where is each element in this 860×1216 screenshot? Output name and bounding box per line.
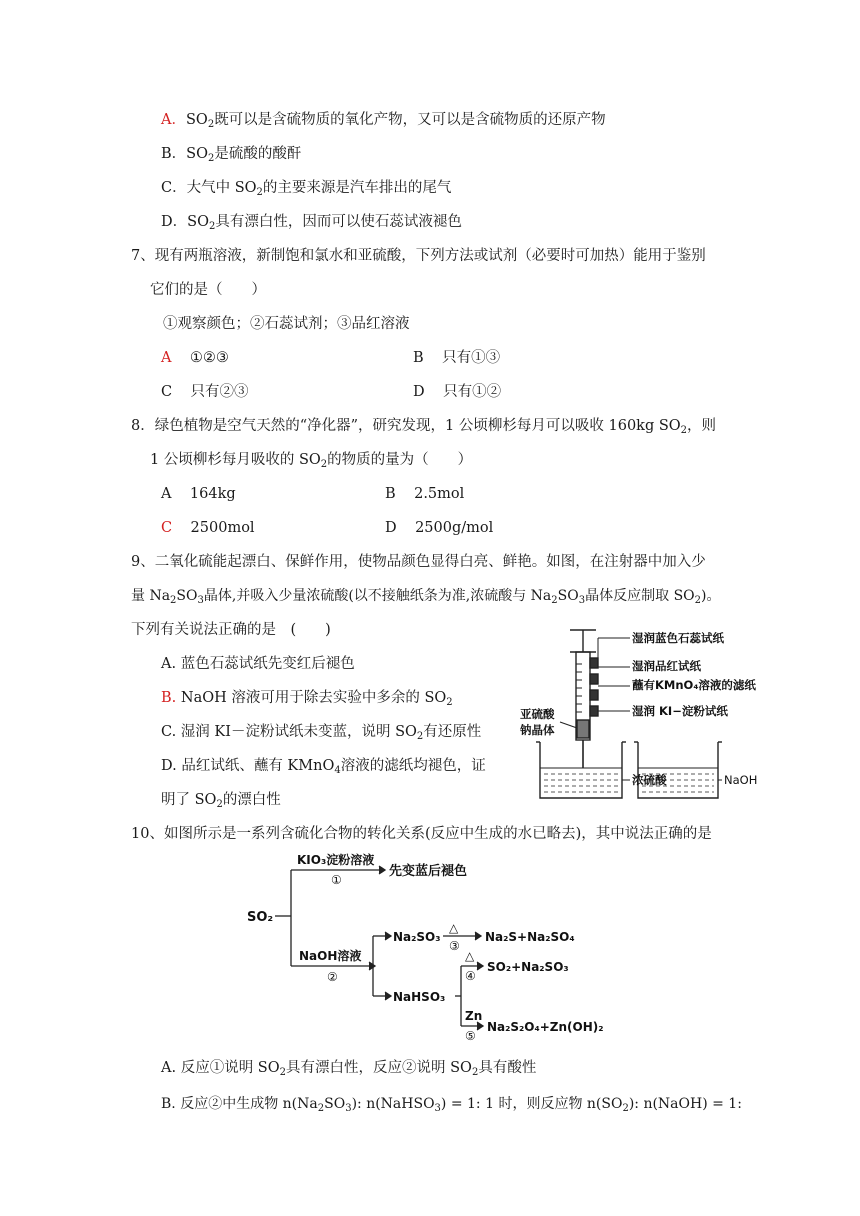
reagent-zn: Zn — [465, 1009, 483, 1023]
reaction-num-1: ① — [331, 873, 342, 887]
q6-option-a-letter: A． — [161, 112, 186, 128]
label-crystal-1: 亚硫酸 — [520, 707, 555, 721]
q7-option-c: C 只有②③ — [161, 384, 249, 400]
q8-option-c: C 2500mol — [161, 520, 255, 536]
q7-stem-line2: 它们的是（ ） — [150, 282, 266, 298]
q7-options-list: ①观察颜色；②石蕊试剂；③品红溶液 — [163, 316, 410, 332]
q9-option-b: B. NaOH 溶液可用于除去实验中多余的 $SO_2$ — [161, 690, 453, 708]
q8-option-a: A 164kg — [161, 486, 236, 502]
beaker-left — [540, 742, 622, 798]
q8-stem-line2: 1 公顷柳杉每月吸收的 $SO_2$的物质的量为（ ） — [150, 452, 473, 470]
q7-option-b: B 只有①③ — [413, 350, 501, 366]
reaction-num-2: ② — [327, 970, 338, 984]
q7-option-d: D 只有①② — [413, 384, 502, 400]
reaction-num-4: ④ — [465, 969, 476, 983]
q9-stem-line2: 量 $Na_2SO_3$晶体,并吸入少量浓硫酸(以不接触纸条为准,浓硫酸与 $Na_2SO_3$晶体反应制取 $SO_2$)。 — [131, 588, 721, 606]
q6-option-c: C．大气中 $SO_2$的主要来源是汽车排出的尾气 — [161, 180, 452, 198]
label-litmus: 湿润蓝色石蕊试纸 — [632, 631, 724, 645]
label-naoh: NaOH — [724, 773, 758, 787]
q10-option-a: A. 反应①说明 $SO_2$具有漂白性，反应②说明 $SO_2$具有酸性 — [161, 1060, 537, 1078]
product-3: Na₂S+Na₂SO₄ — [485, 930, 575, 944]
q9-stem-line1: 9、二氧化硫能起漂白、保鲜作用，使物品颜色显得白亮、鲜艳。如图，在注射器中加入少 — [131, 554, 706, 570]
q6-option-a: A．$SO_2$既可以是含硫物质的氧化产物，又可以是含硫物质的还原产物 — [161, 112, 606, 130]
node-nahso3: NaHSO₃ — [393, 990, 446, 1004]
label-crystal-2: 钠晶体 — [520, 723, 555, 737]
product-4: SO₂+Na₂SO₃ — [487, 960, 569, 974]
label-kmno4: 蘸有KMnO₄溶液的滤纸 — [632, 678, 756, 692]
reaction-num-5: ⑤ — [465, 1029, 476, 1043]
q9-option-d: D. 品红试纸、蘸有 KMnO$_4$溶液的滤纸均褪色，证 — [161, 758, 486, 776]
q7-option-a: A ①②③ — [161, 350, 229, 366]
strip-kmno4 — [590, 690, 598, 700]
q9-option-c: C. 湿润 KI－淀粉试纸未变蓝，说明 $SO_2$有还原性 — [161, 724, 482, 742]
beaker-right — [638, 742, 718, 798]
result-1: 先变蓝后褪色 — [389, 864, 468, 879]
q6-option-b: B．$SO_2$是硫酸的酸酐 — [161, 146, 302, 164]
q10-conversion-diagram — [243, 848, 623, 1044]
reaction-num-3: ③ — [449, 939, 460, 953]
q8-option-d: D 2500g/mol — [385, 520, 494, 536]
q9-option-d-continued: 明了 $SO_2$的漂白性 — [161, 792, 281, 810]
crystal-in-syringe — [577, 720, 589, 738]
strip-magenta — [590, 674, 598, 684]
reagent-naoh: NaOH溶液 — [299, 949, 362, 963]
q10-option-b: B. 反应②中生成物 $n(Na_2SO_3)$: n(NaHSO$_3$) = 1: 1 时，则反应物 $n(SO_2)$: n(NaOH) = 1: — [161, 1096, 742, 1114]
reagent-kio3: KIO₃淀粉溶液 — [297, 853, 375, 867]
q9-option-a: A. 蓝色石蕊试纸先变红后褪色 — [161, 656, 355, 672]
heat-symbol-3: △ — [449, 921, 459, 935]
label-magenta: 湿润品红试纸 — [632, 659, 701, 673]
heat-symbol-4: △ — [465, 949, 475, 963]
strip-litmus — [590, 658, 598, 668]
q7-stem-line1: 7、现有两瓶溶液，新制饱和氯水和亚硫酸，下列方法或试剂（必要时可加热）能用于鉴别 — [131, 248, 706, 264]
strip-ki-starch — [590, 706, 598, 716]
q9-apparatus-figure — [510, 622, 772, 802]
q6-option-d: D．$SO_2$具有漂白性，因而可以使石蕊试液褪色 — [161, 214, 462, 232]
node-na2so3: Na₂SO₃ — [393, 930, 441, 944]
q10-stem: 10、如图所示是一系列含硫化合物的转化关系(反应中生成的水已略去)，其中说法正确的是 — [131, 826, 712, 842]
node-so2: SO₂ — [247, 910, 274, 925]
q9-stem-line3: 下列有关说法正确的是 ( ) — [131, 622, 331, 638]
label-ki: 湿润 KI−淀粉试纸 — [632, 704, 728, 718]
product-5: Na₂S₂O₄+Zn(OH)₂ — [487, 1020, 604, 1034]
q8-option-b: B 2.5mol — [385, 486, 465, 502]
q8-stem-line1: 8．绿色植物是空气天然的“净化器”，研究发现，1 公顷柳杉每月可以吸收 160kg $SO_2$，则 — [131, 418, 717, 436]
label-conc-h2so4: 浓硫酸 — [632, 773, 667, 787]
